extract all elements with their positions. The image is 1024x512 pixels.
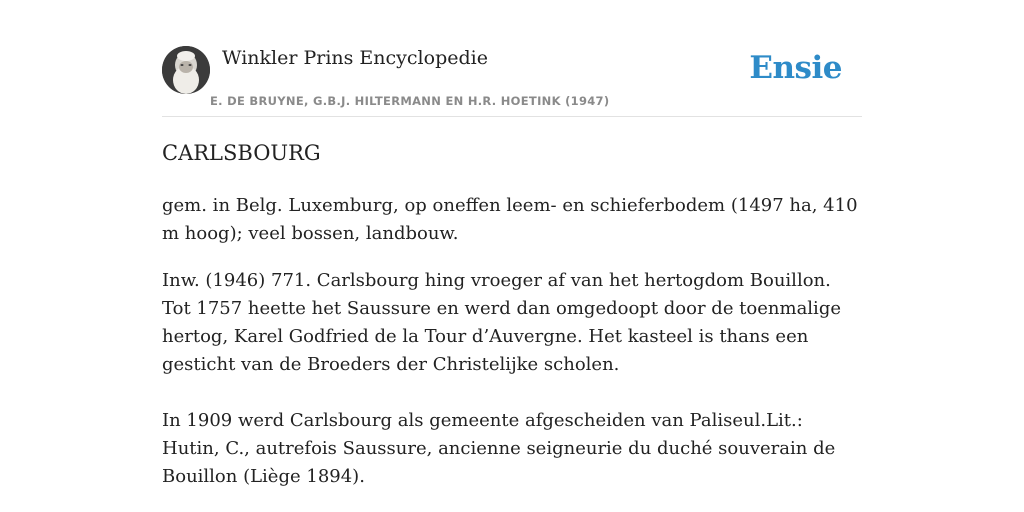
brand-logo-link[interactable]: Ensie bbox=[749, 50, 842, 86]
entry-paragraph: Inw. (1946) 771. Carlsbourg hing vroeger af van het hertogdom Bouillon. Tot 1757 heette het Saussure en werd dan omgedoopt door de toenmalige hertog, Karel Godfried de la Tour d’Auvergne. Het kasteel is thans een gesticht van de Broeders der Christelijke scholen. bbox=[162, 270, 841, 375]
source-title[interactable]: Winkler Prins Encyclopedie bbox=[222, 47, 488, 69]
entry-title: CARLSBOURG bbox=[162, 141, 321, 165]
portrait-icon bbox=[162, 46, 210, 94]
author-avatar[interactable] bbox=[162, 46, 210, 94]
entry-paragraph: gem. in Belg. Luxemburg, op oneffen leem- en schieferbodem (1497 ha, 410 m hoog); veel bossen, landbouw. bbox=[162, 195, 858, 244]
source-header bbox=[162, 46, 862, 117]
entry-paragraph: In 1909 werd Carlsbourg als gemeente afgescheiden van Paliseul.Lit.: Hutin, C., autrefois Saussure, ancienne seigneurie du duché souverain de Bouillon (Liège 1894). bbox=[162, 410, 836, 487]
source-authors: E. DE BRUYNE, G.B.J. HILTERMANN EN H.R. HOETINK (1947) bbox=[210, 94, 610, 108]
